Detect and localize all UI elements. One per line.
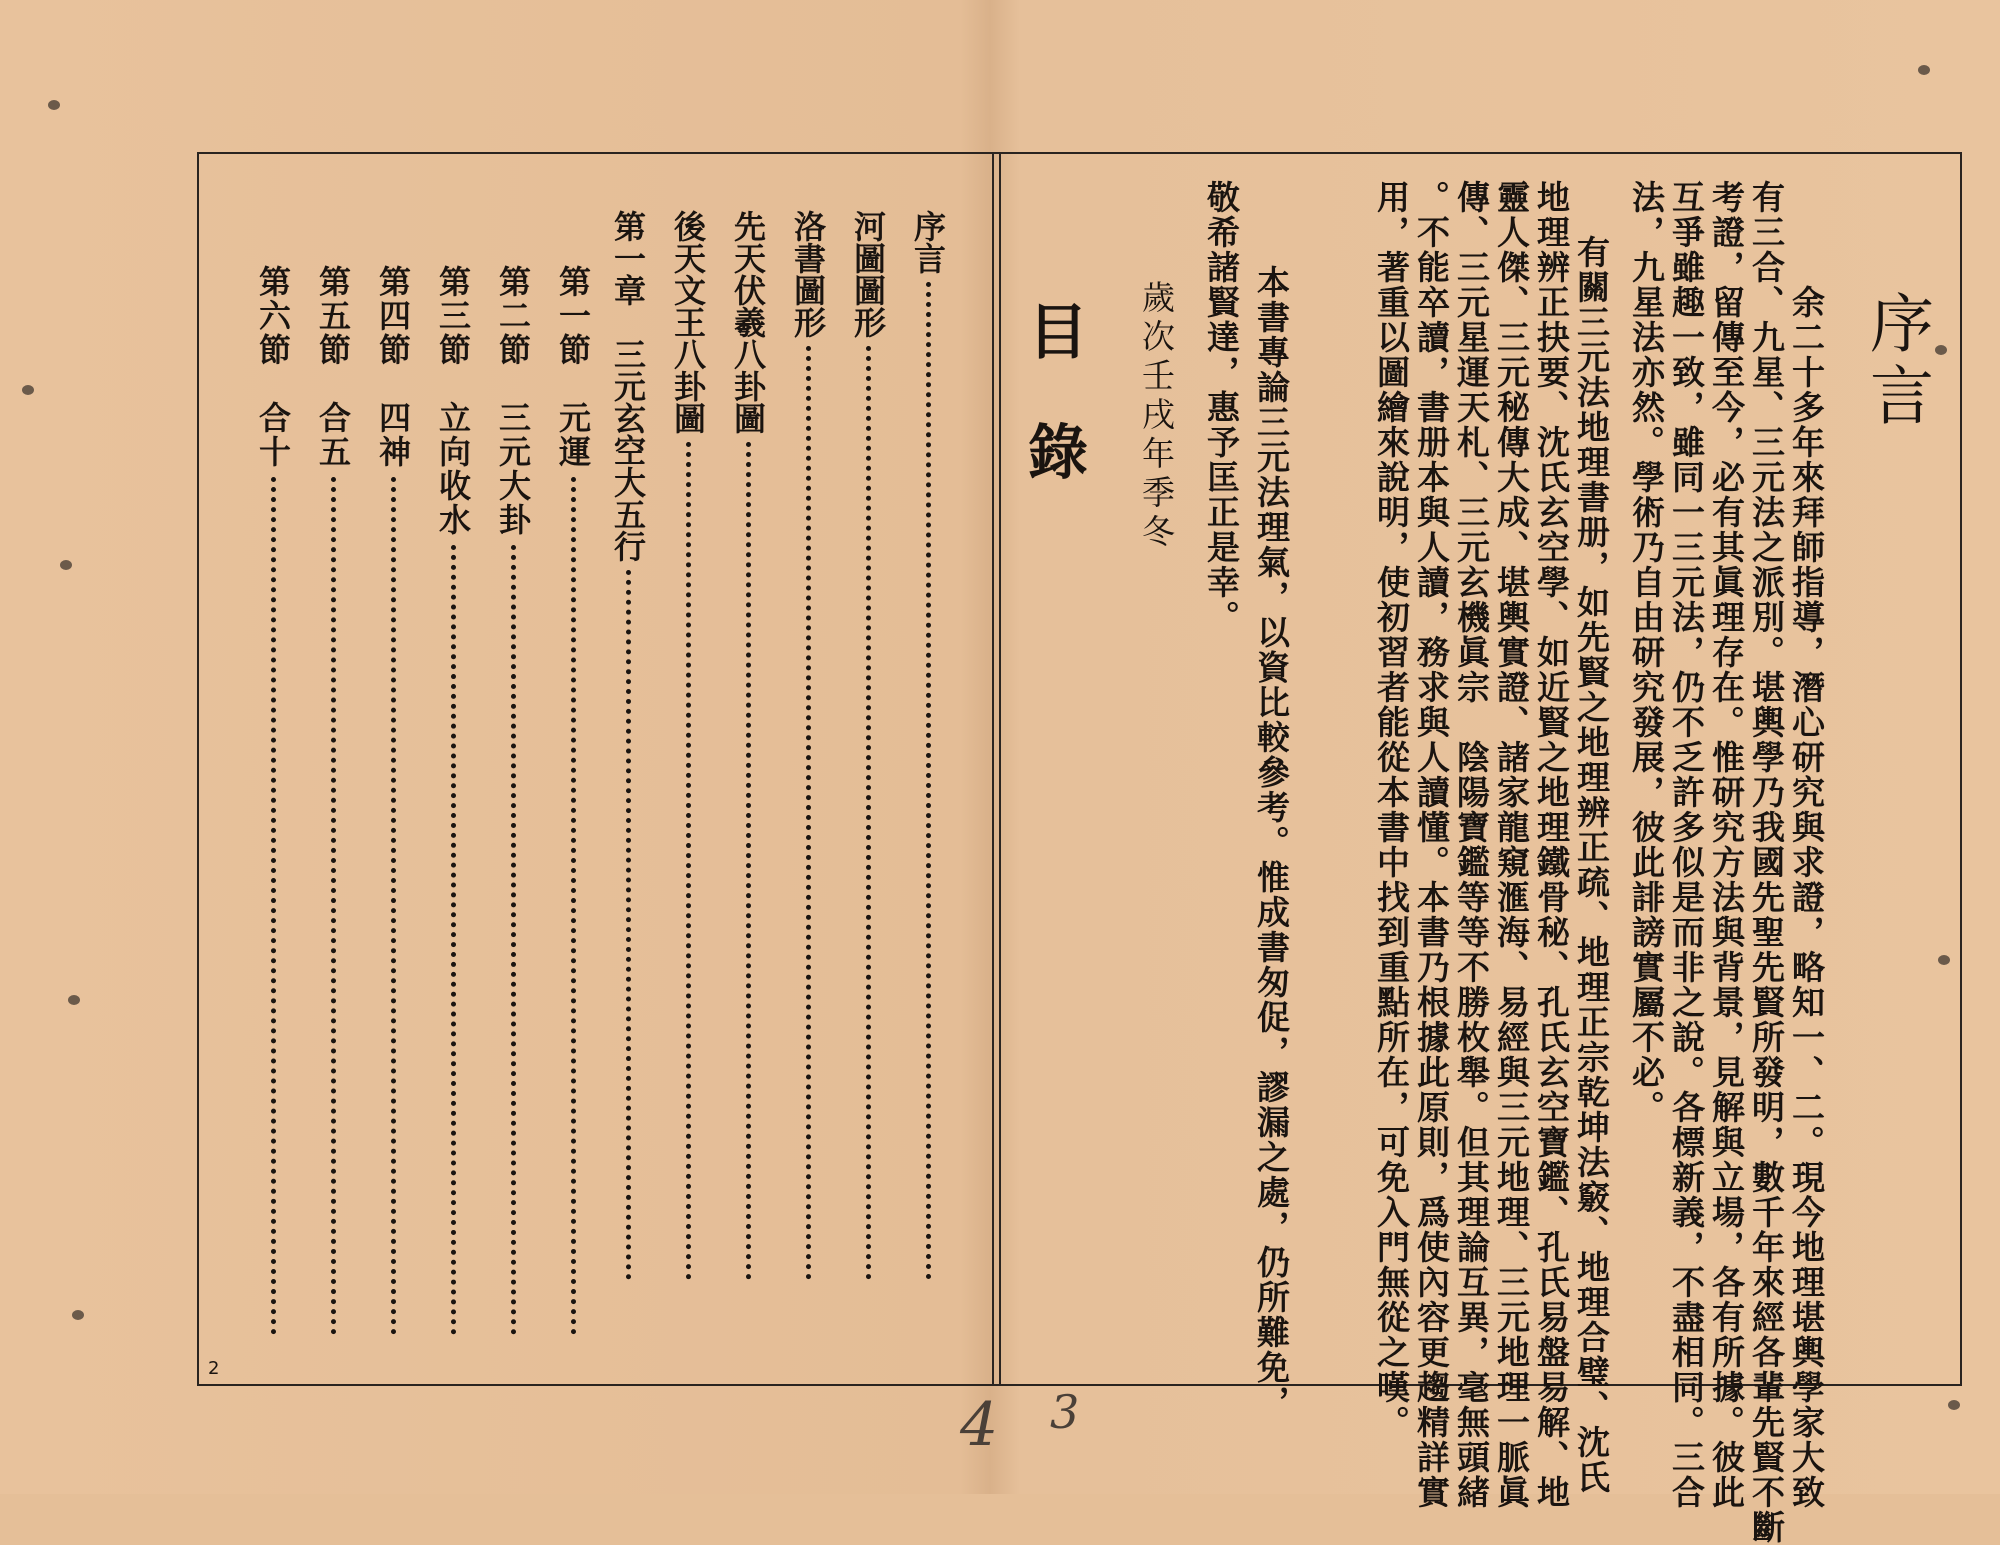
page-number: 2 (208, 1358, 220, 1379)
toc-leader-dots (626, 570, 631, 1280)
toc-leader-dots (806, 346, 811, 1280)
toc-leader-dots (571, 477, 576, 1335)
toc-entry-label: 河圖圖形 (849, 210, 887, 338)
handwritten-page-number-right: 3 (1050, 1385, 1080, 1439)
toc-entry (430, 265, 476, 1335)
toc-title: 目 錄 (1018, 300, 1088, 501)
toc-leader-dots (391, 477, 396, 1335)
binder-hole (1948, 1400, 1960, 1410)
preface-line: 傳、三元星運天札、三元玄機眞宗 陰陽寶鑑等等不勝枚舉。但其理論互異，毫無頭緒 (1452, 180, 1491, 1510)
toc-entry (725, 210, 771, 1280)
preface-line: 法，九星法亦然。學術乃自由研究發展，彼此誹謗實屬不必。 (1627, 180, 1666, 1125)
toc-entry (250, 265, 296, 1335)
toc-leader-dots (746, 442, 751, 1280)
preface-date: 歲次壬戌年季冬 (1137, 280, 1176, 553)
toc-entry (785, 210, 831, 1280)
preface-line: 用，著重以圖繪來說明，使初習者能從本書中找到重點所在，可免入門無從之嘆。 (1372, 180, 1411, 1440)
toc-entry-label: 第三節 立向收水 (434, 265, 472, 537)
toc-entry-label: 第一章 三元玄空大五行 (609, 210, 647, 562)
toc-entry-label: 第二節 三元大卦 (494, 265, 532, 537)
toc-leader-dots (451, 545, 456, 1335)
binder-hole (68, 995, 80, 1005)
toc-entry (310, 265, 356, 1335)
toc-entry-label: 第一節 元運 (554, 265, 592, 469)
toc-leader-dots (686, 442, 691, 1280)
preface-line: 考證，留傳至今，必有其眞理存在。惟研究方法與背景，見解與立場，各有所據。彼此 (1707, 180, 1746, 1510)
handwritten-page-number-left: 4 (960, 1390, 999, 1460)
toc-entry (845, 210, 891, 1280)
toc-entry-label: 洛書圖形 (789, 210, 827, 338)
binder-hole (22, 385, 34, 395)
toc-entry-label: 序言 (909, 210, 947, 274)
preface-line: 互爭雖趣一致，雖同一三元法，仍不乏許多似是而非之說。各標新義，不盡相同。三合 (1667, 180, 1706, 1510)
preface-line: 余二十多年來拜師指導，潛心研究與求證，略知一、二。現今地理堪輿學家大致 (1787, 285, 1826, 1510)
binder-hole (48, 100, 60, 110)
toc-entry (490, 265, 536, 1335)
toc-leader-dots (511, 545, 516, 1335)
toc-leader-dots (866, 346, 871, 1280)
binder-hole (1918, 65, 1930, 75)
toc-entry (370, 265, 416, 1335)
toc-entry-label: 第六節 合十 (254, 265, 292, 469)
toc-leader-dots (331, 477, 336, 1335)
preface-line: 有三合、九星、三元法之派別。堪輿學乃我國先聖先賢所發明，數千年來經各輩先賢不斷 (1747, 180, 1786, 1545)
toc-entry-label: 第四節 四神 (374, 265, 412, 469)
toc-entry (550, 265, 596, 1335)
preface-line: 。不能卒讀，書册本與人讀，務求與人讀懂。本書乃根據此原則，爲使內容更趨精詳實 (1412, 180, 1451, 1510)
preface-line: 敬希諸賢達，惠予匡正是幸。 (1202, 180, 1241, 635)
toc-leader-dots (271, 477, 276, 1335)
binder-hole (72, 1310, 84, 1320)
toc-entry (905, 210, 951, 1280)
toc-entry-label: 第五節 合五 (314, 265, 352, 469)
preface-line: 地理辨正抉要、沈氏玄空學、如近賢之地理鐵骨秘、孔氏玄空寶鑑、孔氏易盤易解、地 (1532, 180, 1571, 1510)
toc-leader-dots (926, 282, 931, 1280)
preface-line: 有關三元法地理書册，如先賢之地理辨正疏、地理正宗乾坤法竅、地理合璧、沈氏 (1572, 235, 1611, 1495)
toc-entry-label: 後天文王八卦圖 (669, 210, 707, 434)
preface-line: 靈人傑、三元秘傳大成、堪輿實證、諸家龍窺滙海、易經與三元地理、三元地理一脈眞 (1492, 180, 1531, 1510)
toc-entry (665, 210, 711, 1280)
preface-line: 本書專論三元法理氣，以資比較參考。惟成書匆促，謬漏之處，仍所難免， (1252, 265, 1291, 1420)
binder-hole (1938, 955, 1950, 965)
preface-title: 序言 (1859, 290, 1933, 434)
toc-entry (605, 210, 651, 1280)
binder-hole (60, 560, 72, 570)
toc-entry-label: 先天伏羲八卦圖 (729, 210, 767, 434)
